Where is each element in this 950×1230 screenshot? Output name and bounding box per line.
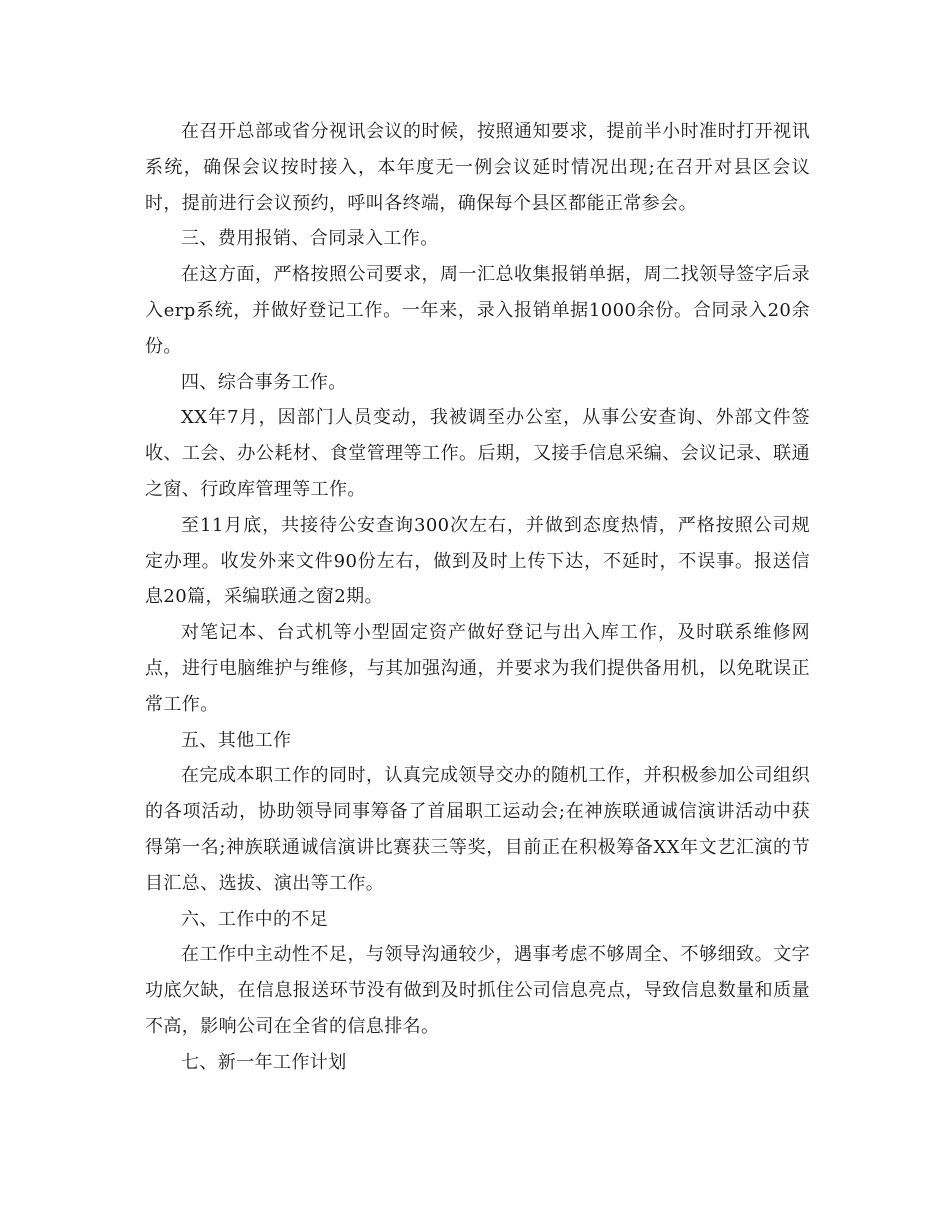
paragraph-general-affairs-stats: 至11月底，共接待公安查询300次左右，并做到态度热情，严格按照公司规定办理。收发外来文件90份左右，做到及时上传下达，不延时，不误事。报送信息20篇，采编联通之窗2期。 bbox=[145, 514, 810, 608]
section-heading-new-year-plan: 七、新一年工作计划 bbox=[181, 1051, 347, 1073]
paragraph-general-affairs-transfer: XX年7月，因部门人员变动，我被调至办公室，从事公安查询、外部文件签收、工会、办公耗材、食堂管理等工作。后期，又接手信息采编、会议记录、联通之窗、行政库管理等工作。 bbox=[145, 407, 810, 500]
section-heading-other-work: 五、其他工作 bbox=[181, 729, 292, 751]
document-body bbox=[145, 114, 810, 1081]
paragraph-other-work: 在完成本职工作的同时，认真完成领导交办的随机工作，并积极参加公司组织的各项活动，协助领导同事筹备了首届职工运动会;在神族联通诚信演讲活动中获得第一名;神族联通诚信演讲比赛获三等奖，目前正在积极筹备XX年文艺汇演的节目汇总、选拔、演出等工作。 bbox=[145, 765, 810, 894]
section-heading-shortcomings: 六、工作中的不足 bbox=[181, 908, 329, 930]
paragraph-video-conference: 在召开总部或省分视讯会议的时候，按照通知要求，提前半小时准时打开视讯系统，确保会议按时接入，本年度无一例会议延时情况出现;在召开对县区会议时，提前进行会议预约，呼叫各终端，确保每个县区都能正常参会。 bbox=[145, 121, 810, 214]
paragraph-fixed-assets: 对笔记本、台式机等小型固定资产做好登记与出入库工作，及时联系维修网点，进行电脑维护与维修，与其加强沟通，并要求为我们提供备用机，以免耽误正常工作。 bbox=[145, 622, 810, 715]
paragraph-expense-contract: 在这方面，严格按照公司要求，周一汇总收集报销单据，周二找领导签字后录入erp系统，并做好登记工作。一年来，录入报销单据1000余份。合同录入20余份。 bbox=[145, 264, 810, 357]
section-heading-general-affairs: 四、综合事务工作。 bbox=[181, 371, 347, 393]
section-heading-expense-contract: 三、费用报销、合同录入工作。 bbox=[181, 228, 439, 250]
paragraph-shortcomings: 在工作中主动性不足，与领导沟通较少，遇事考虑不够周全、不够细致。文字功底欠缺，在信息报送环节没有做到及时抓住公司信息亮点，导致信息数量和质量不高，影响公司在全省的信息排名。 bbox=[145, 944, 810, 1037]
